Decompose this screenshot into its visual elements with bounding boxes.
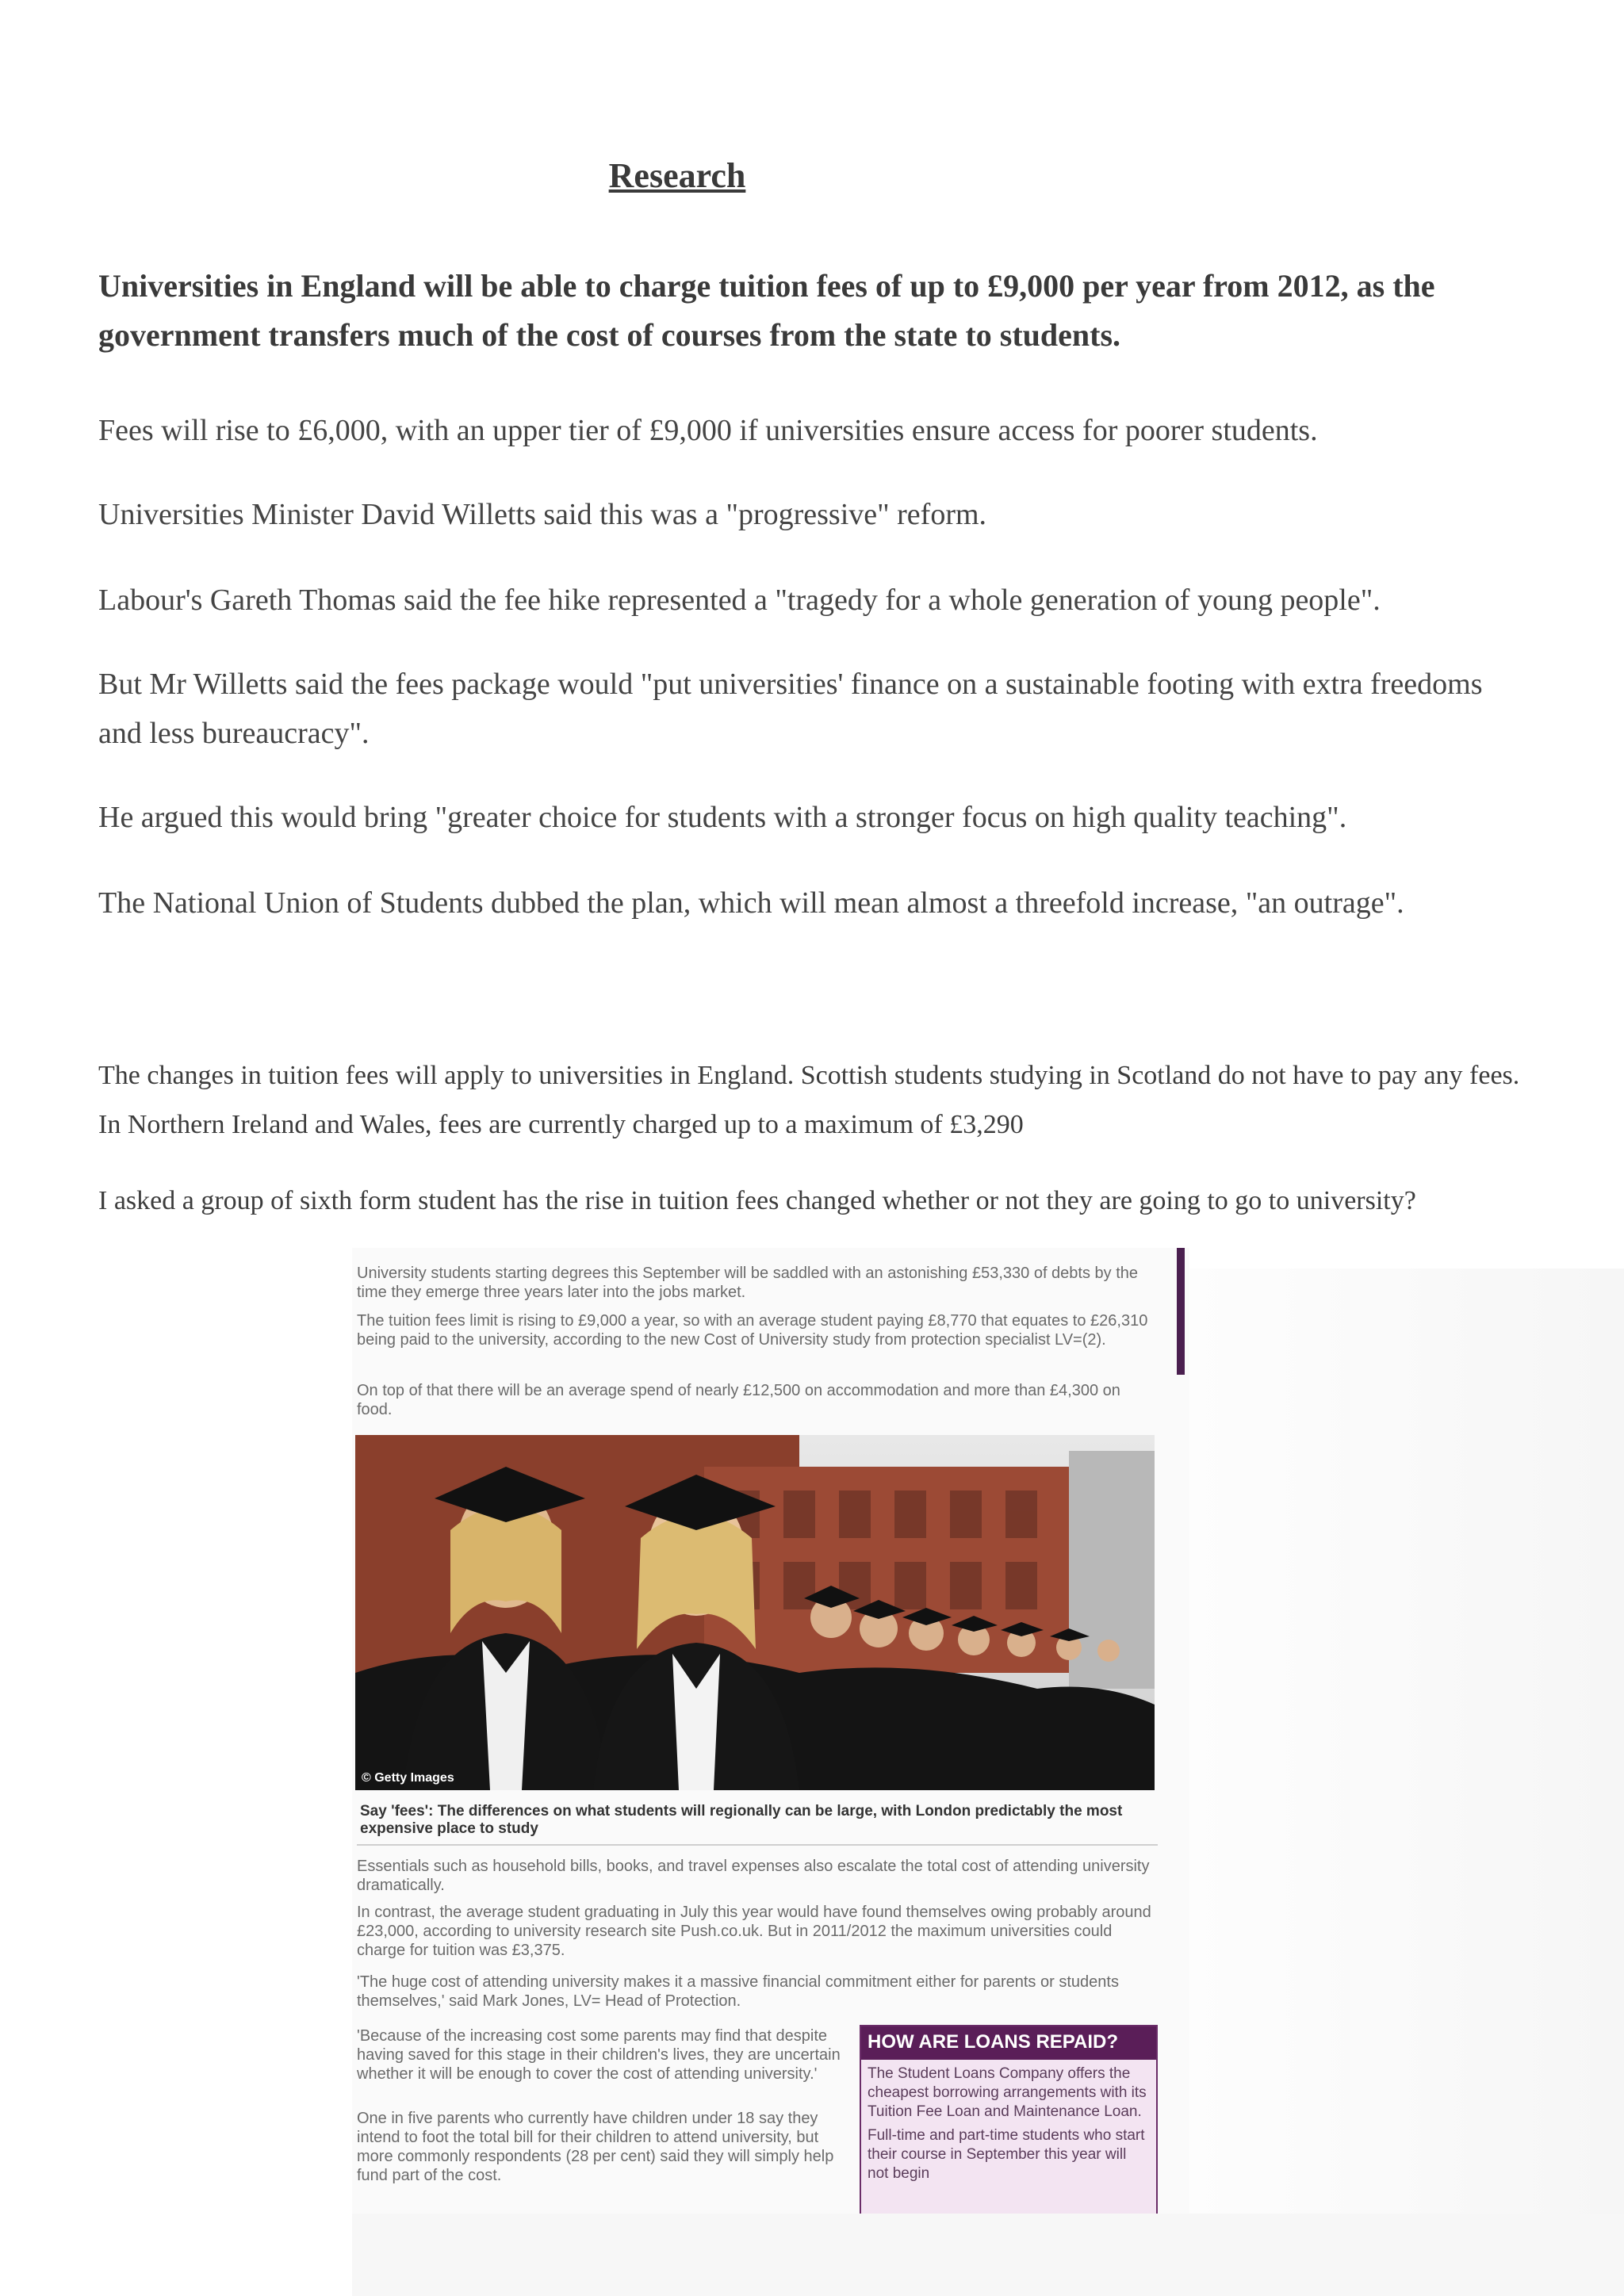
graduates-photo-illustration bbox=[355, 1435, 1155, 1790]
paragraph-minister: Universities Minister David Willetts said this was a "progressive" reform. bbox=[98, 498, 987, 531]
scan-shadow-bottom bbox=[352, 2214, 1624, 2296]
clipping-paragraph: The tuition fees limit is rising to £9,000 a year, so with an average student paying £8,770 that equates to £26,310 being paid to the university, according to the new Cost of University study from protection specialist LV=(2). bbox=[357, 1312, 1148, 1349]
loans-box-heading: HOW ARE LOANS REPAID? bbox=[861, 2026, 1156, 2060]
graduates-photo bbox=[355, 1435, 1155, 1790]
photo-credit: © Getty Images bbox=[362, 1771, 454, 1785]
clipping-paragraph: One in five parents who currently have children under 18 say they intend to foot the total bill for their children to attend university, but more commonly respondents (28 per cent) said they will simply help fund part of the cost. bbox=[357, 2110, 834, 2184]
page-title: Research bbox=[608, 156, 746, 195]
clipping-paragraph: On top of that there will be an average spend of nearly £12,500 on accommodation and more than £4,300 on food. bbox=[357, 1382, 1120, 1418]
clipping-paragraph: In contrast, the average student graduating in July this year would have found themselves owing probably around £23,000, according to university research site Push.co.uk. But in 2011/2012 the maximum universities could charge for tuition was £3,375. bbox=[357, 1904, 1151, 1959]
paragraph-nus: The National Union of Students dubbed the plan, which will mean almost a threefold increase, "an outrage". bbox=[98, 886, 1404, 920]
clipping-paragraph: University students starting degrees this September will be saddled with an astonishing £53,330 of debts by the time they emerge three years later into the jobs market. bbox=[357, 1265, 1139, 1301]
sidebar-accent-bar bbox=[1177, 1248, 1185, 1375]
newspaper-clipping bbox=[352, 1248, 1189, 2214]
clipping-paragraph: Essentials such as household bills, books, and travel expenses also escalate the total cost of attending university dramatically. bbox=[357, 1858, 1150, 1894]
paragraph-fees-rise: Fees will rise to £6,000, with an upper tier of £9,000 if universities ensure access for poorer students. bbox=[98, 414, 1318, 447]
loans-box-text: The Student Loans Company offers the cheapest borrowing arrangements with its Tuition Fee Loan and Maintenance Loan. bbox=[868, 2065, 1147, 2120]
paragraph-willetts-package: But Mr Willetts said the fees package would "put universities' finance on a sustainable footing with extra freedoms and less bureaucracy". bbox=[98, 668, 1483, 750]
paragraph-labour: Labour's Gareth Thomas said the fee hike represented a "tragedy for a whole generation of young people". bbox=[98, 584, 1381, 617]
photo-caption: Say 'fees': The differences on what students will regionally can be large, with London predictably the most expensive place to study bbox=[360, 1803, 1123, 1837]
paragraph-survey-question: I asked a group of sixth form student has the rise in tuition fees changed whether or not they are going to go to university? bbox=[98, 1186, 1416, 1215]
paragraph-changes: The changes in tuition fees will apply to universities in England. Scottish students studying in Scotland do not have to pay any fees. In Northern Ireland and Wales, fees are currently charged up to a maximum of £3,290 bbox=[98, 1061, 1520, 1139]
clipping-paragraph: 'Because of the increasing cost some parents may find that despite having saved for this stage in their children's lives, they are uncertain whether it will be enough to cover the cost of attending university.' bbox=[357, 2027, 841, 2083]
paragraph-greater-choice: He argued this would bring "greater choice for students with a stronger focus on high quality teaching". bbox=[98, 801, 1347, 834]
scan-shadow bbox=[1189, 1269, 1624, 2296]
divider bbox=[357, 1844, 1158, 1846]
lead-paragraph: Universities in England will be able to charge tuition fees of up to £9,000 per year from 2012, as the government transfers much of the cost of courses from the state to students. bbox=[98, 268, 1435, 353]
clipping-paragraph: 'The huge cost of attending university makes it a massive financial commitment either for parents or students themselves,' said Mark Jones, LV= Head of Protection. bbox=[357, 1973, 1119, 2010]
loans-box-text: Full-time and part-time students who start their course in September this year will not begin bbox=[868, 2127, 1145, 2182]
loans-repaid-box bbox=[860, 2025, 1158, 2214]
